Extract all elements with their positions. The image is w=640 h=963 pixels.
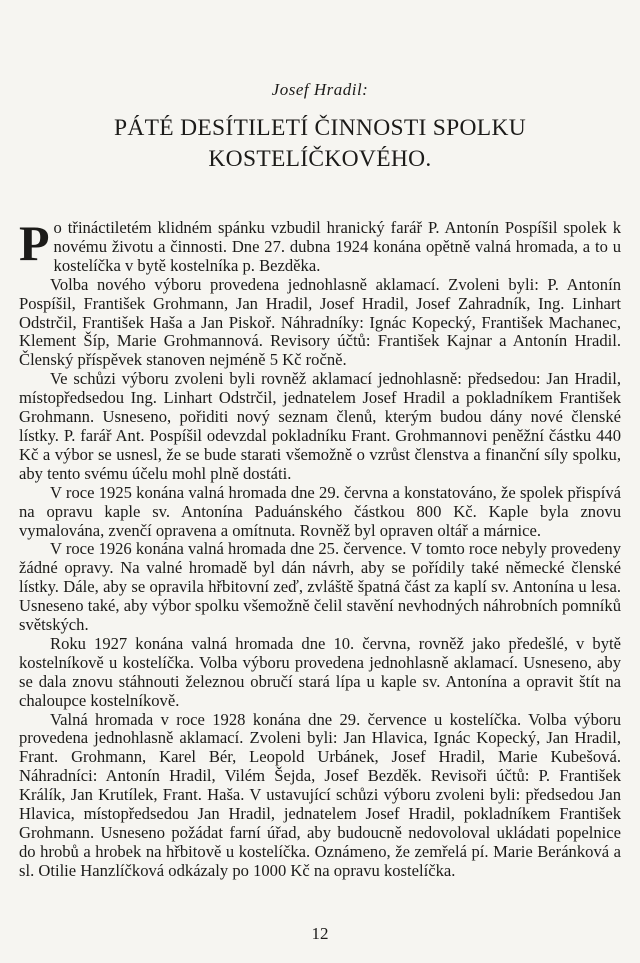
drop-cap: P bbox=[19, 215, 50, 271]
paragraph-5: V roce 1926 konána valná hromada dne 25. července. V tomto roce nebyly provedeny žádné opravy. Na valné hromadě byl dán návrh, aby se pořídily také německé členské lístky. Dále, aby se opravila hřbitovní zeď, zvláště špatná část za kaplí sv. Antonína u lesa. Usneseno také, aby výbor spolku všemožně čelil stavění nevhodných náhrobních pomníků světských. bbox=[19, 539, 621, 635]
title-line-1: PÁTÉ DESÍTILETÍ ČINNOSTI SPOLKU bbox=[113, 115, 527, 141]
paragraph-3: Ve schůzi výboru zvoleni byli rovněž aklamací jednohlasně: předsedou: Jan Hradil, místopředsedou Ing. Linhart Odstrčil, jednatelem Josef Hradil a pokladníkem František Grohmann. Usneseno, pořiditi nový seznam členů, kterým budou dány nové členské lístky. P. farář Ant. Pospíšil odevzdal pokladníku Frant. Grohmannovi peněžní částku 440 Kč a výbor se usnesl, že se bude starati všemožně o vzrůst členstva a finanční síly spolku, aby tento svému účelu mohl plně dostáti. bbox=[19, 369, 621, 483]
paragraph-1: Po třináctiletém klidném spánku vzbudil hranický farář P. Antonín Pospíšil spolek k novému životu a činnosti. Dne 27. dubna 1924 konána opětně valná hromada, a to u kostelíčka v bytě kostelníka p. Bezděka. bbox=[19, 215, 621, 275]
page-number: 12 bbox=[311, 924, 329, 943]
article-author: Josef Hradil: bbox=[271, 80, 369, 99]
paragraph-7: Valná hromada v roce 1928 konána dne 29. července u kostelíčka. Volba výboru provedena jednohlasně aklamací. Zvoleni byli: Jan Hlavica, Ignác Kopecký, Jan Hradil, Frant. Grohmann, Karel Bér, Leopold Urbánek, Josef Hradil, Marie Kubešová. Náhradníci: Antonín Hradil, Vilém Šejda, Josef Bezděk. Revisoři účtů: P. František Králík, Jan Krutílek, Frant. Haša. V ustavující schůzi výboru zvoleni byli: předsedou Jan Hlavica, místopředsedou Jan Hradil, jednatelem Josef Hradil, pokladníkem František Grohmann. Usneseno požádat farní úřad, aby budoucně nedovoloval ukládati popelnice do hrobů a hrobek na hřbitově u kostelíčka. Oznámeno, že zemřelá pí. Marie Beránková a sl. Otilie Hanzlíčková odkázaly po 1000 Kč na opravu kostelíčka. bbox=[19, 709, 621, 880]
article-title bbox=[0, 113, 640, 175]
title-line-2: KOSTELÍČKOVÉHO. bbox=[208, 146, 432, 172]
paragraph-4: V roce 1925 konána valná hromada dne 29. června a konstatováno, že spolek přispívá na opravu kaple sv. Antonína Paduánského částkou 800 Kč. Kaple byla znovu vymalována, zvenčí opravena a omítnuta. Rovněž byl opraven oltář a márnice. bbox=[19, 482, 621, 540]
paragraph-6: Roku 1927 konána valná hromada dne 10. června, rovněž jako předešlé, v bytě kostelníkově u kostelíčka. Volba výboru provedena jednohlasně aklamací. Usneseno, aby se dala znovu stáhnouti železnou obručí stará lípa u kaple sv. Antonína a opravit štít na chaloupce kostelníkově. bbox=[19, 633, 621, 710]
paragraph-2: Volba nového výboru provedena jednohlasně aklamací. Zvoleni byli: P. Antonín Pospíšil, František Grohmann, Jan Hradil, Josef Hradil, Josef Zahradník, Ing. Linhart Odstrčil, František Haša a Jan Piskoř. Náhradníky: Ignác Kopecký, František Machanec, Klement Šíp, Marie Grohmannová. Revisory účtů: František Kajnar a Antonín Hradil. Členský příspěvek stanoven nejméně 5 Kč ročně. bbox=[19, 274, 621, 370]
article-body bbox=[19, 215, 621, 881]
